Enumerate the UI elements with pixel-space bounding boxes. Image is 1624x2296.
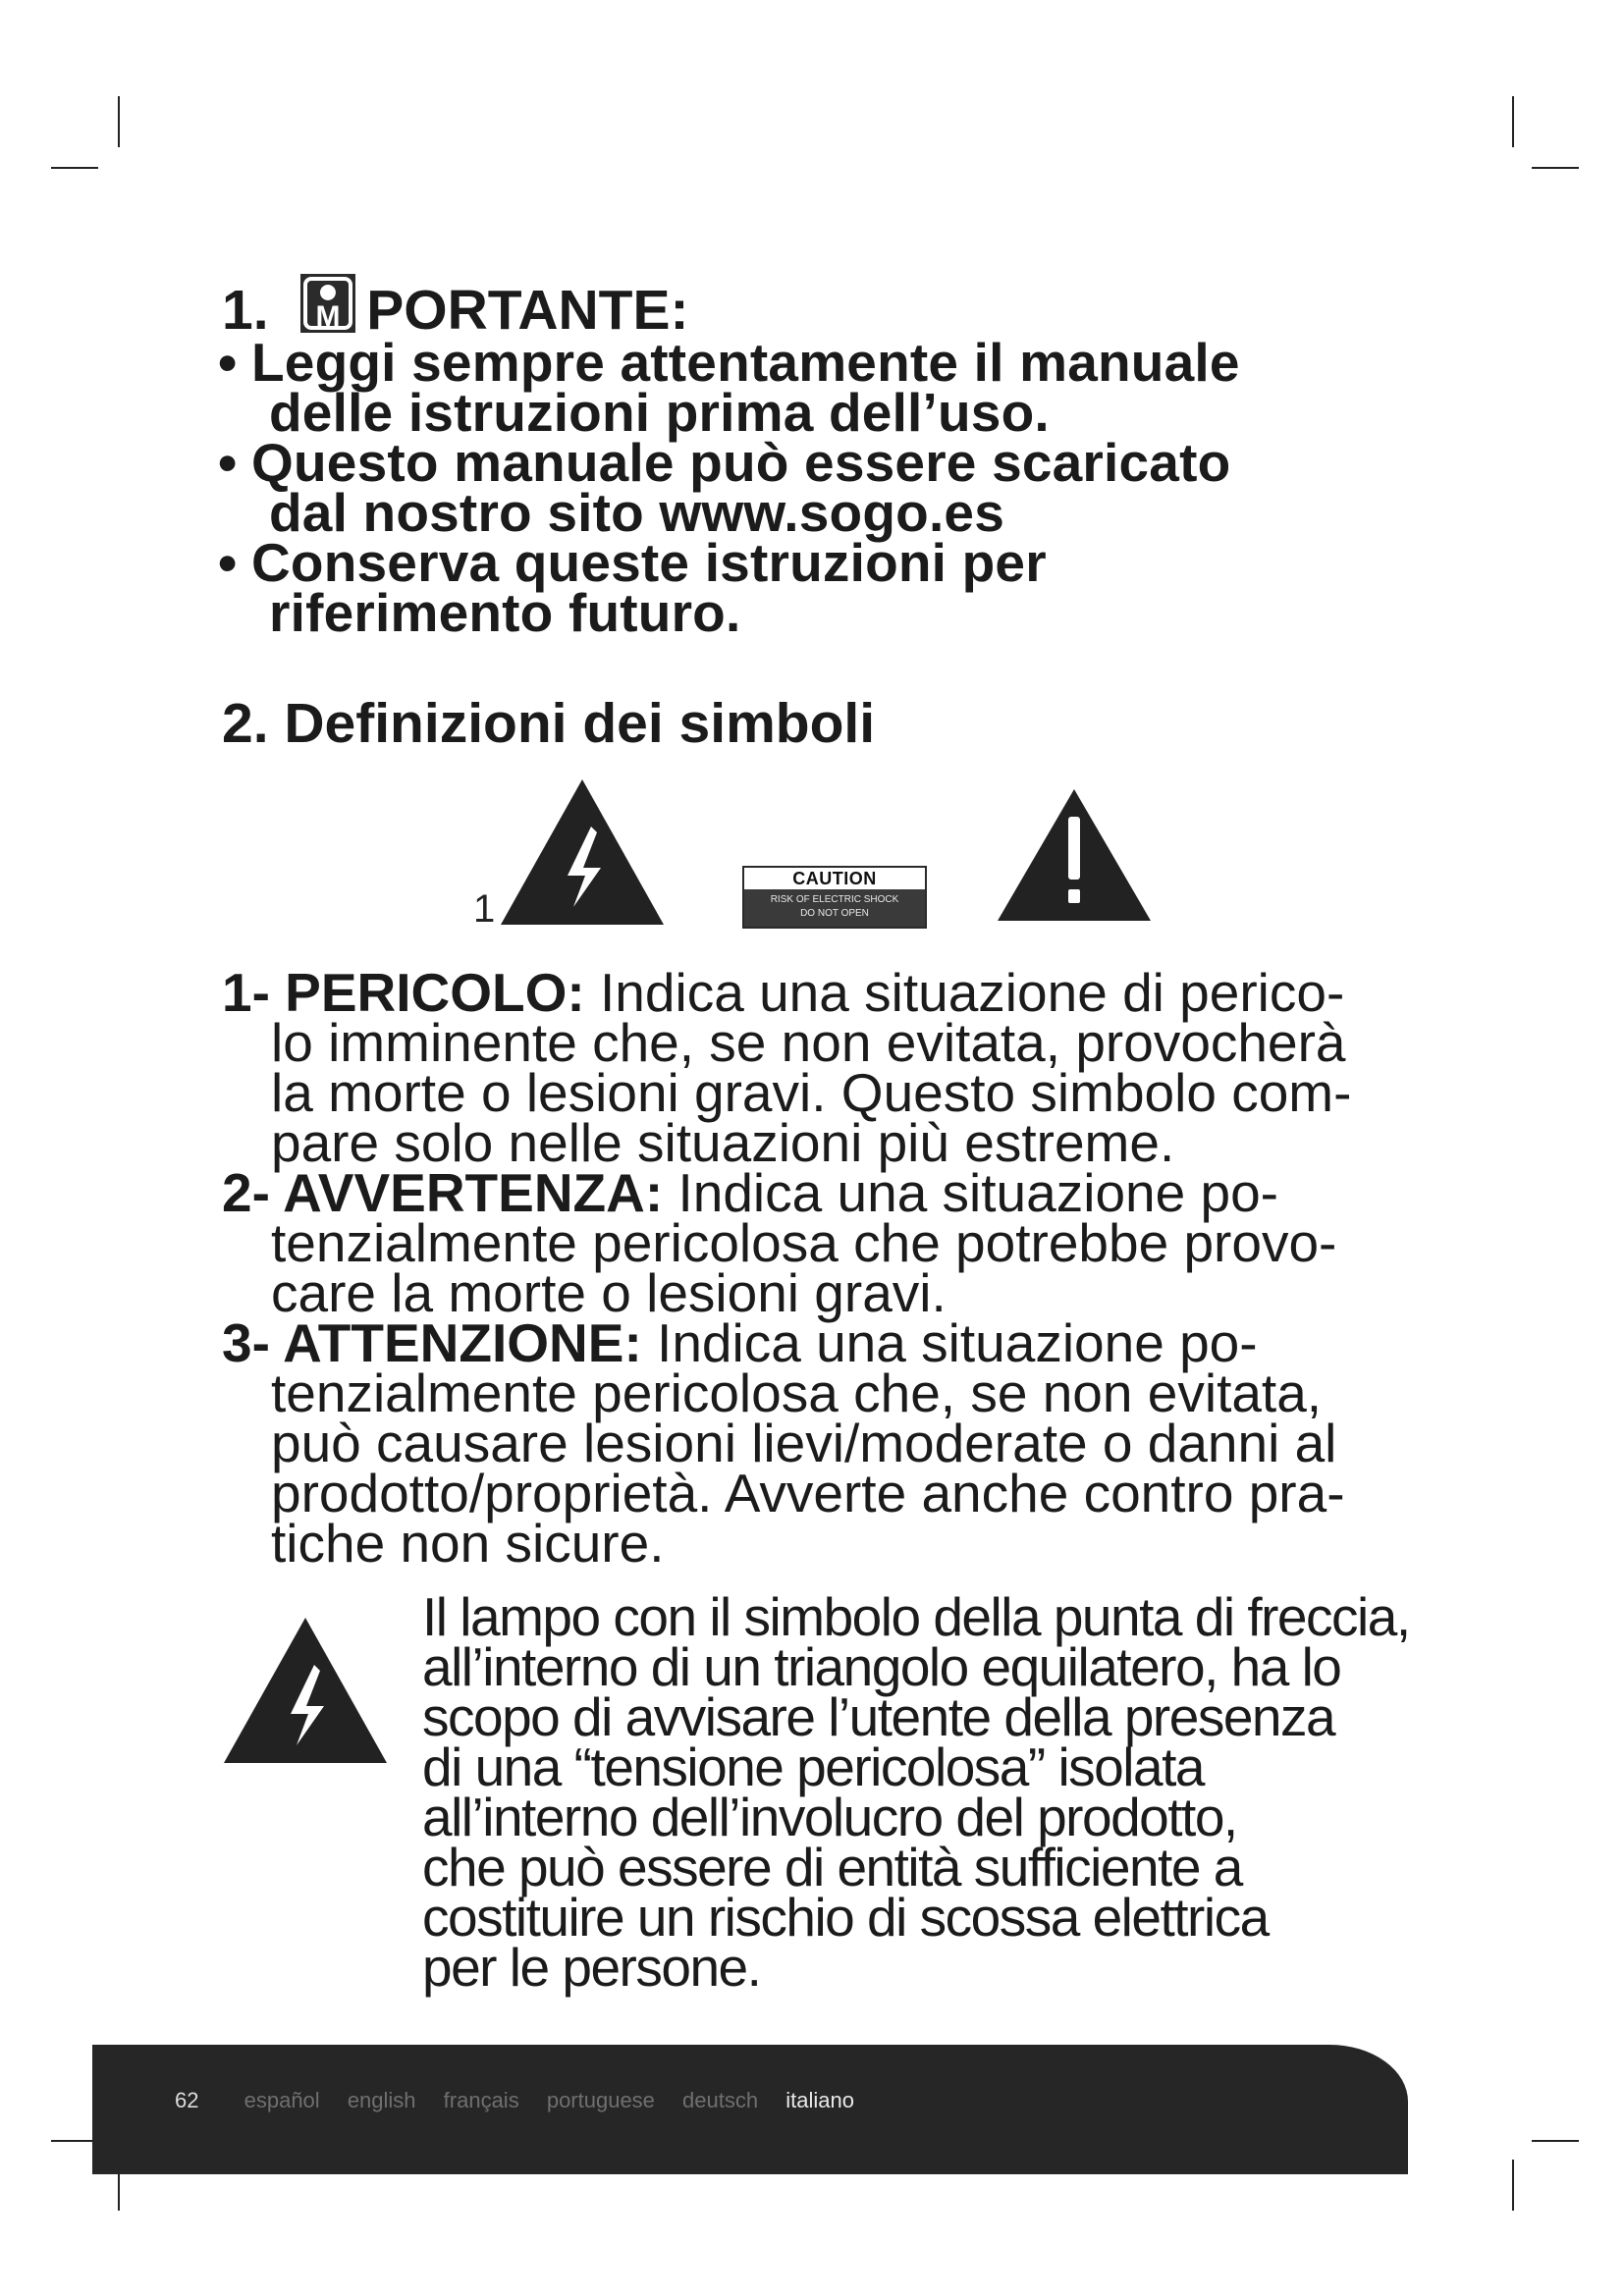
- note-line: di una “tensione pericolosa” isolata: [422, 1736, 1204, 1797]
- section-1-title: PORTANTE:: [366, 279, 689, 342]
- definition-line: Indica una situazione po-: [641, 1312, 1258, 1373]
- bullet-item: [218, 332, 1240, 443]
- bullet-item: [218, 432, 1231, 543]
- section-2-heading: 2. Definizioni dei simboli: [222, 692, 876, 755]
- definition-line: lo imminente che, se non evitata, provocherà: [271, 1012, 1346, 1073]
- manual-info-icon: [299, 273, 356, 334]
- bullet-item: [218, 532, 1047, 643]
- note-line: che può essere di entità sufficiente a: [422, 1837, 1242, 1897]
- note-line: costituire un rischio di scossa elettrica: [422, 1887, 1269, 1948]
- footer-nav: [175, 2088, 876, 2113]
- definition-attenzione: [222, 1312, 1345, 1574]
- bullet-line: dal nostro sito www.sogo.es: [269, 482, 1005, 543]
- definition-line: prodotto/proprietà. Avverte anche contro pra-: [271, 1463, 1345, 1523]
- definition-avvertenza: [222, 1162, 1337, 1323]
- definition-line: tenzialmente pericolosa che, se non evitata,: [271, 1362, 1323, 1423]
- symbol-numbers: 1 2 3: [473, 887, 580, 931]
- definition-line: pare solo nelle situazioni più estreme.: [271, 1112, 1175, 1173]
- language-link-active[interactable]: italiano: [785, 2088, 854, 2112]
- definition-line: care la morte o lesioni gravi.: [271, 1262, 947, 1323]
- language-link[interactable]: français: [443, 2088, 519, 2112]
- caution-title: CAUTION: [792, 869, 877, 888]
- bullet-dot: •: [218, 532, 238, 593]
- definition-line: la morte o lesioni gravi. Questo simbolo com-: [271, 1062, 1352, 1123]
- caution-line: RISK OF ELECTRIC SHOCK: [770, 894, 899, 905]
- bullet-line: Leggi sempre attentamente il manuale: [251, 332, 1240, 393]
- bullet-line: riferimento futuro.: [269, 582, 741, 643]
- lightning-triangle-icon: [222, 1616, 389, 1770]
- note-line: Il lampo con il simbolo della punta di freccia,: [422, 1586, 1410, 1647]
- definition-line: tenzialmente pericolosa che potrebbe provo-: [271, 1212, 1337, 1273]
- definition-label: 3- ATTENZIONE:: [222, 1312, 642, 1373]
- page-number: 62: [175, 2088, 199, 2112]
- exclamation-triangle-icon: [996, 787, 1153, 928]
- bullet-line: Questo manuale può essere scaricato: [251, 432, 1231, 493]
- definition-label: 1- PERICOLO:: [222, 962, 585, 1023]
- language-link[interactable]: español: [244, 2088, 320, 2112]
- svg-text:M: M: [315, 300, 341, 333]
- language-link[interactable]: deutsch: [682, 2088, 759, 2112]
- section-1-number: 1.: [222, 279, 269, 342]
- definition-line: può causare lesioni lievi/moderate o danni al: [271, 1413, 1337, 1473]
- language-link[interactable]: portuguese: [546, 2088, 655, 2112]
- language-link[interactable]: english: [347, 2088, 416, 2112]
- caution-text: [744, 889, 925, 927]
- definition-line: tiche non sicure.: [271, 1513, 665, 1574]
- lightning-note-text: [422, 1586, 1414, 1998]
- note-line: scopo di avvisare l’utente della presenza: [422, 1686, 1335, 1747]
- bullet-dot: •: [218, 332, 238, 393]
- definition-line: Indica una situazione di perico-: [584, 962, 1345, 1023]
- definition-label: 2- AVVERTENZA:: [222, 1162, 664, 1223]
- note-line: per le persone.: [422, 1937, 761, 1998]
- note-line: all’interno di un triangolo equilatero, ha lo: [422, 1636, 1341, 1697]
- definition-line: Indica una situazione po-: [663, 1162, 1278, 1223]
- caution-line: DO NOT OPEN: [800, 908, 869, 919]
- bullet-line: Conserva queste istruzioni per: [251, 532, 1047, 593]
- definition-pericolo: [222, 962, 1352, 1173]
- note-line: all’interno dell’involucro del prodotto,: [422, 1787, 1237, 1847]
- bullet-dot: •: [218, 432, 238, 493]
- caution-label: [742, 866, 927, 929]
- bullet-line: delle istruzioni prima dell’uso.: [269, 382, 1050, 443]
